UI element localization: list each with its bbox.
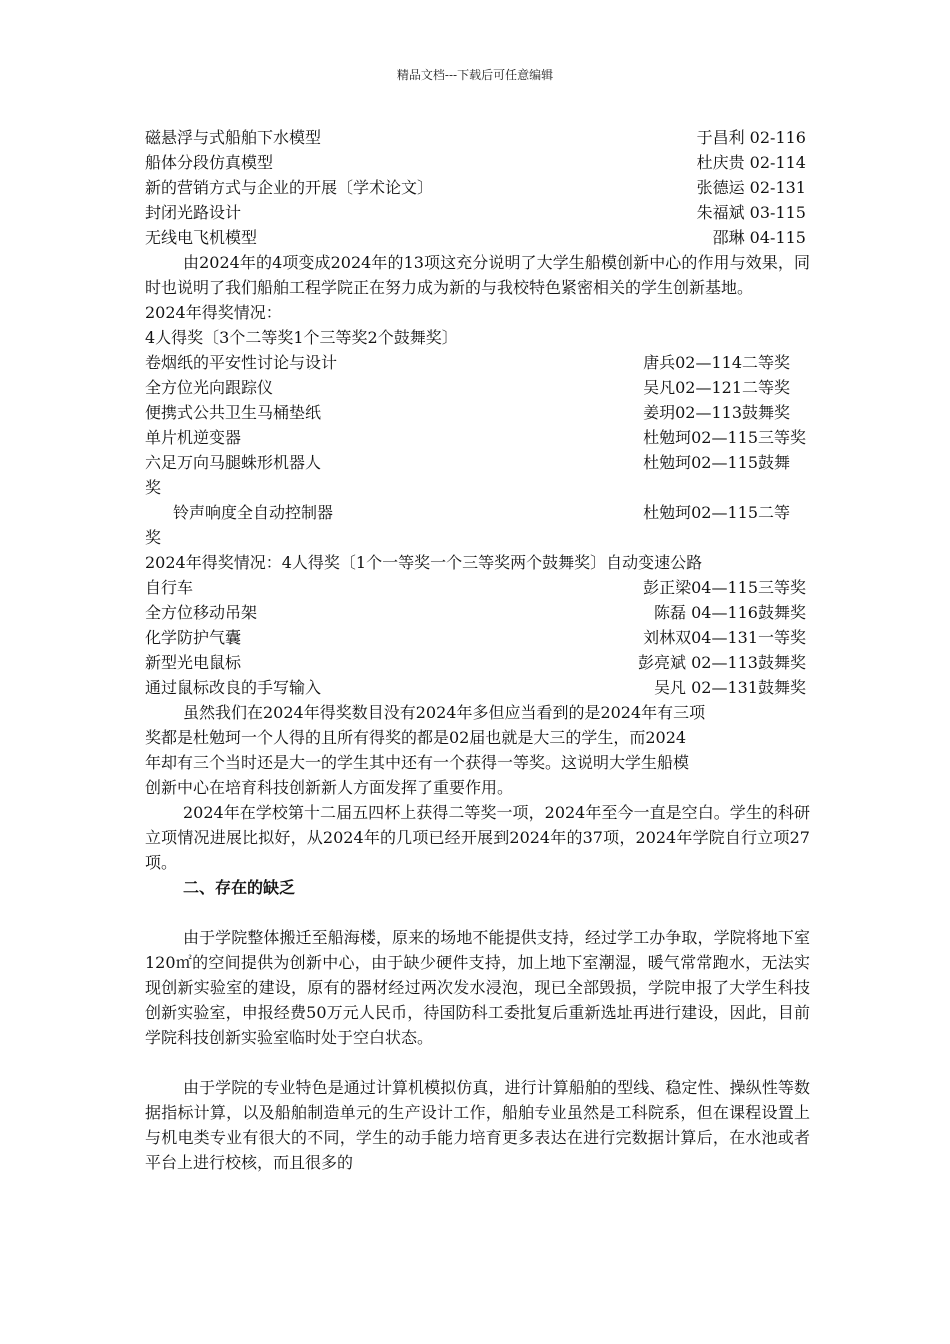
award-title: 全方位移动吊架	[145, 603, 258, 622]
award-person: 吴凡 02—131鼓舞奖	[654, 678, 806, 697]
award-person: 杜勉珂02—115三等奖	[643, 428, 806, 447]
award-person: 刘林双04—131一等奖	[643, 628, 806, 647]
award-title: 新型光电鼠标	[145, 653, 242, 672]
project-title: 磁悬浮与式船舶下水模型	[145, 128, 322, 147]
award-row	[145, 425, 810, 450]
project-person: 邵琳 04-115	[712, 228, 806, 247]
award-title: 化学防护气囊	[145, 628, 242, 647]
award-row	[145, 675, 810, 700]
paragraph-line: 奖都是杜勉珂一个人得的且所有得奖的都是02届也就是大三的学生，而2024	[145, 728, 687, 747]
award-person: 陈磊 04—116鼓舞奖	[654, 603, 806, 622]
awards-summary: 4人得奖〔3个二等奖1个三等奖2个鼓舞奖〕	[145, 328, 458, 347]
project-person: 朱福斌 03-115	[696, 203, 806, 222]
project-row	[145, 175, 810, 200]
award-row	[145, 500, 810, 525]
page-header: 精品文档---下载后可任意编辑	[396, 68, 554, 82]
award-row	[145, 375, 810, 400]
awards-heading: 2024年得奖情况：	[145, 303, 282, 322]
section-heading: 二、存在的缺乏	[183, 878, 296, 897]
award-row	[145, 400, 810, 425]
project-person: 杜庆贵 02-114	[696, 153, 806, 172]
award-person: 姜玥02—113鼓舞奖	[643, 403, 790, 422]
award-title: 六足万向马腿蛛形机器人	[145, 453, 322, 472]
awards-b-intro: 2024年得奖情况：4人得奖〔1个一等奖一个三等奖两个鼓舞奖〕自动变速公路	[145, 553, 703, 572]
project-title: 无线电飞机模型	[145, 228, 258, 247]
award-row	[145, 575, 810, 600]
project-title: 船体分段仿真模型	[145, 153, 274, 172]
project-title: 封闭光路设计	[145, 203, 242, 222]
award-title: 通过鼠标改良的手写输入	[145, 678, 322, 697]
awards-list-b	[145, 575, 810, 700]
project-row	[145, 200, 810, 225]
award-person: 唐兵02—114二等奖	[643, 353, 790, 372]
project-list	[145, 125, 810, 250]
award-title: 自行车	[145, 578, 194, 597]
award-wrap-tail: 奖	[145, 478, 162, 497]
award-title: 单片机逆变器	[145, 428, 242, 447]
award-title: 卷烟纸的平安性讨论与设计	[145, 353, 338, 372]
project-person: 于昌利 02-116	[696, 128, 806, 147]
document-body	[145, 125, 810, 1175]
project-person: 张德运 02-131	[696, 178, 806, 197]
award-person: 彭亮斌 02—113鼓舞奖	[638, 653, 806, 672]
project-row	[145, 125, 810, 150]
project-row	[145, 225, 810, 250]
award-person: 杜勉珂02—115二等	[643, 503, 790, 522]
award-row	[145, 600, 810, 625]
paragraph-specialty: 由于学院的专业特色是通过计算机模拟仿真，进行计算船舶的型线、稳定性、操纵性等数据指标计算，以及船舶制造单元的生产设计工作，船舶专业虽然是工科院系，但在课程设置上与机电类专业有很大的不同，学生的动手能力培育更多表达在进行完数据计算后，在水池或者平台上进行校核，而且很多的	[145, 1078, 810, 1172]
project-row	[145, 150, 810, 175]
paragraph-shortcomings: 由于学院整体搬迁至船海楼，原来的场地不能提供支持，经过学工办争取，学院将地下室120㎡的空间提供为创新中心，由于缺少硬件支持，加上地下室潮湿，暖气常常跑水，无法实现创新实验室的建设，原有的器材经过两次发水浸泡，现已全部毁损，学院申报了大学生科技创新实验室，申报经费50万元人民币，待国防科工委批复后重新选址再进行建设，因此，目前学院科技创新实验室临时处于空白状态。	[145, 928, 810, 1047]
paragraph-research: 2024年在学校第十二届五四杯上获得二等奖一项，2024年至今一直是空白。学生的科研立项情况进展比拟好，从2024年的几项已经开展到2024年的37项，2024年学院自行立项27项。	[145, 803, 810, 872]
award-row	[145, 450, 810, 475]
paragraph-comparison	[145, 700, 810, 800]
paragraph-line: 年却有三个当时还是大一的学生其中还有一个获得一等奖。这说明大学生船模	[145, 753, 690, 772]
paragraph-line: 创新中心在培育科技创新新人方面发挥了重要作用。	[145, 778, 514, 797]
award-wrap-tail: 奖	[145, 528, 162, 547]
award-title: 铃声响度全自动控制器	[173, 503, 334, 522]
spacer	[145, 1050, 810, 1075]
award-row	[145, 650, 810, 675]
paragraph-growth: 由2024年的4项变成2024年的13项这充分说明了大学生船模创新中心的作用与效果，同时也说明了我们船舶工程学院正在努力成为新的与我校特色紧密相关的学生创新基地。	[145, 253, 810, 297]
award-person: 吴凡02—121二等奖	[643, 378, 790, 397]
awards-list-a	[145, 350, 810, 550]
paragraph-line: 虽然我们在2024年得奖数目没有2024年多但应当看到的是2024年有三项	[183, 703, 706, 722]
award-row	[145, 350, 810, 375]
award-row	[145, 625, 810, 650]
award-title: 全方位光向跟踪仪	[145, 378, 274, 397]
award-person: 彭正梁04—115三等奖	[643, 578, 806, 597]
award-title: 便携式公共卫生马桶垫纸	[145, 403, 322, 422]
award-person: 杜勉珂02—115鼓舞	[643, 453, 790, 472]
spacer	[145, 900, 810, 925]
project-title: 新的营销方式与企业的开展〔学术论文〕	[145, 178, 434, 197]
